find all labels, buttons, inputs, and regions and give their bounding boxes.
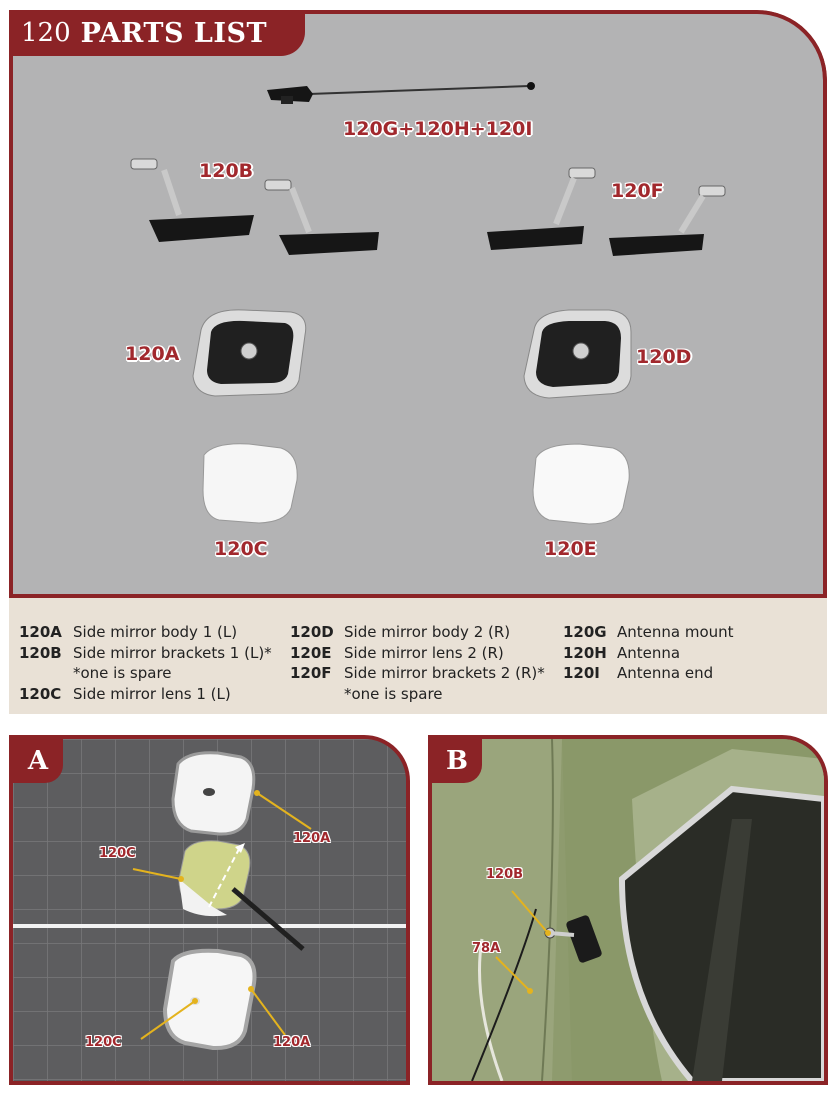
legend-column-2 — [290, 622, 545, 704]
label-antenna-group: 120G+120H+120I — [343, 118, 533, 140]
legend-item — [19, 643, 272, 664]
legend-item — [19, 622, 272, 643]
step-badge-a: A — [13, 739, 63, 783]
legend-item — [290, 622, 545, 643]
callout-a-top-lens: 120C — [99, 846, 136, 861]
legend-desc: Side mirror body 1 (L) — [73, 623, 238, 641]
antenna-part — [267, 82, 535, 104]
legend-desc: Side mirror lens 1 (L) — [73, 684, 231, 703]
legend-column-1 — [19, 622, 272, 704]
legend-column-3 — [563, 622, 734, 684]
mirror-body-right — [524, 310, 631, 398]
legend-code: 120G — [563, 623, 607, 641]
right-bracket-1 — [487, 168, 595, 250]
step-badge-b: B — [432, 739, 482, 783]
legend-desc: Antenna end — [617, 664, 714, 682]
legend-code: 120B — [19, 643, 62, 662]
legend-item — [19, 684, 272, 705]
mirror-body-left — [193, 310, 306, 396]
label-brackets-left: 120B — [199, 160, 254, 182]
step-panel-a — [9, 735, 410, 1085]
left-bracket-2 — [265, 180, 379, 255]
legend-desc: Side mirror brackets 1 (L)* — [73, 643, 272, 662]
legend-desc: Side mirror brackets 2 (R)* — [344, 664, 545, 682]
legend-note: *one is spare — [344, 684, 443, 703]
legend-code: 120D — [290, 623, 334, 641]
legend-code: 120H — [563, 643, 607, 662]
step-panel-b — [428, 735, 828, 1085]
mirror-lens-left — [203, 444, 297, 523]
legend-item — [563, 643, 734, 664]
legend-item — [563, 622, 734, 643]
step-a-photo — [13, 739, 406, 1081]
mirror-lens-right — [533, 444, 629, 524]
callout-b-body: 78A — [472, 941, 501, 956]
label-lens-left: 120C — [214, 538, 268, 560]
label-lens-right: 120E — [544, 538, 597, 560]
issue-number: 120 — [21, 18, 71, 48]
legend-code: 120C — [19, 684, 62, 703]
legend-code: 120E — [290, 643, 332, 662]
callout-a-top-body: 120A — [293, 831, 331, 846]
label-body-left: 120A — [125, 343, 180, 365]
callout-a-bottom-body: 120A — [273, 1035, 311, 1050]
label-body-right: 120D — [636, 346, 692, 368]
legend-desc: Side mirror lens 2 (R) — [344, 643, 504, 662]
legend-code: 120I — [563, 664, 600, 682]
callout-b-bracket: 120B — [486, 867, 524, 882]
legend-item — [563, 663, 734, 684]
page-title: PARTS LIST — [80, 17, 268, 49]
legend-desc: Antenna — [617, 643, 681, 662]
legend-note: *one is spare — [73, 664, 172, 682]
callout-a-bottom-lens: 120C — [85, 1035, 122, 1050]
legend-desc: Antenna mount — [617, 623, 734, 641]
legend-desc: Side mirror body 2 (R) — [344, 623, 511, 641]
parts-photo — [9, 10, 827, 598]
legend-code: 120A — [19, 623, 62, 641]
step-b-photo — [432, 739, 824, 1081]
legend-item — [290, 663, 545, 684]
label-brackets-right: 120F — [611, 180, 664, 202]
legend-item — [290, 643, 545, 664]
parts-list-panel — [9, 10, 827, 714]
title-tab — [9, 10, 305, 56]
legend-code: 120F — [290, 664, 332, 682]
parts-illustration — [9, 10, 827, 598]
